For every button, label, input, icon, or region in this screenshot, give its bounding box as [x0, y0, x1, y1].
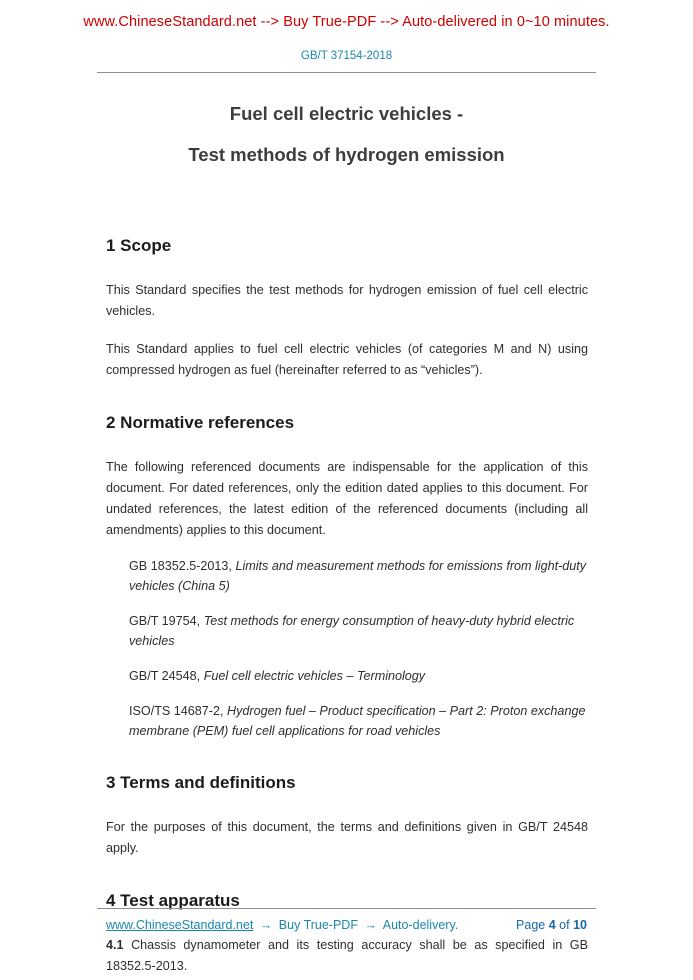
document-title-line2: Test methods of hydrogen emission: [188, 144, 505, 165]
section-heading-normative-references: 2 Normative references: [106, 413, 295, 432]
reference-item: [129, 701, 588, 741]
scope-paragraph-2: This Standard applies to fuel cell electric vehicles (of categories M and N) using compressed hydrogen as fuel (hereinafter referred to as “vehicles”).: [106, 342, 588, 377]
terms-paragraph-1: For the purposes of this document, the terms and definitions given in GB/T 24548 apply.: [106, 820, 588, 855]
clause-text: Chassis dynamometer and its testing accuracy shall be as specified in GB 18352.5-2013.: [106, 938, 588, 973]
footer-buy-text: Buy True-PDF: [278, 918, 358, 932]
normative-paragraph-1: The following referenced documents are indispensable for the application of this document. For dated references, only the edition dated applies to this document. For undated references, the latest edition of the referenced documents (including all amendments) applies to this document.: [106, 460, 588, 537]
page-footer: [0, 908, 693, 932]
page-number: 4: [548, 918, 556, 932]
clause-number: 4.1: [106, 938, 124, 952]
arrow-icon: →: [364, 918, 377, 932]
section-heading-terms-definitions: 3 Terms and definitions: [106, 773, 296, 792]
arrow-icon: →: [259, 918, 273, 932]
reference-title: Fuel cell electric vehicles – Terminology: [203, 669, 426, 683]
page-of-label: of: [559, 918, 570, 932]
reference-list: [129, 556, 588, 741]
reference-item: [129, 556, 588, 596]
document-title-line1: Fuel cell electric vehicles -: [229, 103, 464, 124]
reference-code: GB 18352.5-2013,: [129, 559, 232, 573]
reference-title: Limits and measurement methods for emissions from light-duty vehicles (China 5): [129, 559, 587, 593]
page-total: 10: [573, 918, 587, 932]
header-divider: [97, 72, 596, 73]
footer-delivery-text: Auto-delivery.: [382, 918, 459, 932]
footer-promo: [106, 918, 458, 932]
page-indicator: [516, 918, 587, 932]
standard-code: GB/T 37154-2018: [300, 50, 393, 62]
page-label: Page: [516, 918, 546, 932]
reference-item: [129, 666, 588, 686]
apparatus-paragraph-1: [106, 935, 588, 977]
reference-item: [129, 611, 588, 651]
section-heading-test-apparatus: 4 Test apparatus: [106, 891, 240, 910]
reference-title: Hydrogen fuel – Product specification – Part 2: Proton exchange membrane (PEM) fuel cell applications for road vehicles: [129, 704, 586, 738]
reference-code: GB/T 24548,: [129, 669, 201, 683]
reference-code: ISO/TS 14687-2,: [129, 704, 224, 718]
promo-banner: www.ChineseStandard.net --> Buy True-PDF --> Auto-delivered in 0~10 minutes.: [83, 14, 610, 30]
document-title: [0, 103, 693, 166]
footer-divider: [97, 908, 596, 909]
document-body: [106, 236, 588, 977]
reference-code: GB/T 19754,: [129, 614, 201, 628]
footer-site-link[interactable]: www.ChineseStandard.net: [106, 918, 254, 932]
reference-title: Test methods for energy consumption of heavy-duty hybrid electric vehicles: [129, 614, 575, 648]
section-heading-scope: 1 Scope: [106, 236, 172, 255]
scope-paragraph-1: This Standard specifies the test methods for hydrogen emission of fuel cell electric vehicles.: [106, 283, 588, 318]
